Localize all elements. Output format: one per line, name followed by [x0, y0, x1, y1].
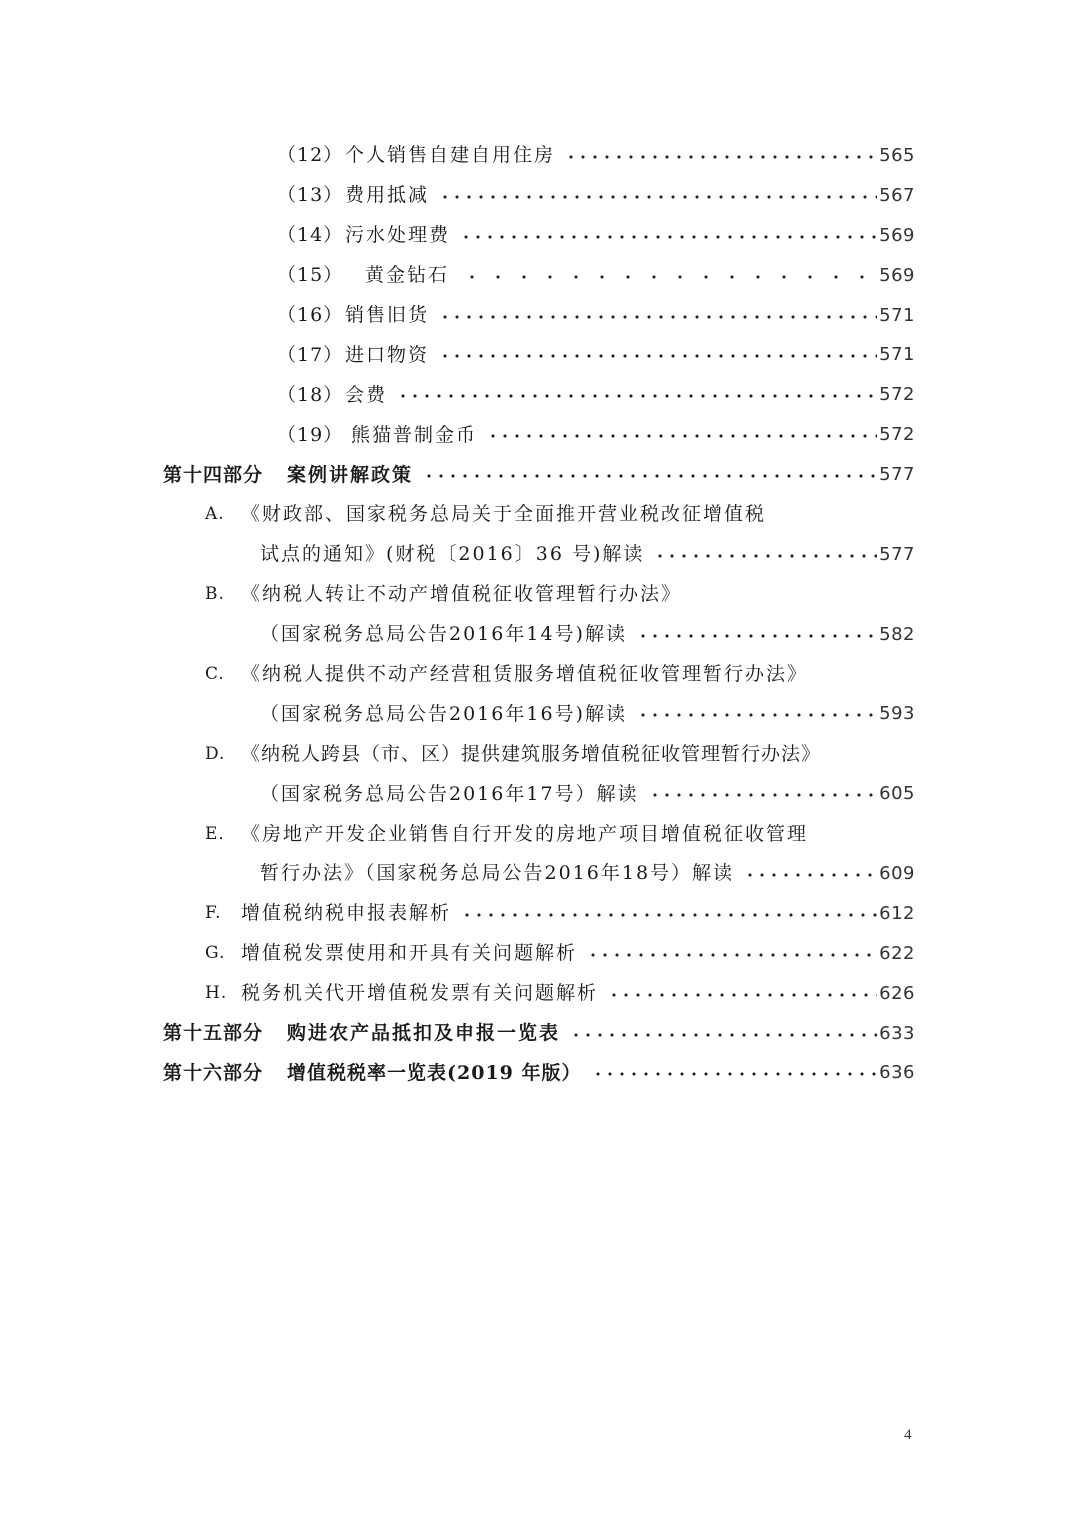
dot-leader: [649, 793, 878, 797]
entry-page: 571: [879, 304, 915, 326]
entry-page: 593: [879, 703, 915, 725]
part-label: 第十四部分: [163, 463, 264, 486]
entry-title: 熊猫普制金币: [351, 423, 478, 446]
entry-title-continued: （国家税务总局公告2016年17号）解读: [260, 782, 639, 805]
entry-title: 税务机关代开增值税发票有关问题解析: [241, 982, 599, 1005]
entry-title: 销售旧货: [345, 304, 430, 326]
entry-letter: B.: [205, 584, 225, 605]
dot-leader: [423, 474, 877, 478]
entry-page: 571: [879, 344, 915, 366]
toc-subentry-b-line2[interactable]: [0, 615, 1080, 655]
toc-subentry-e-line1[interactable]: [0, 814, 1080, 854]
entry-title: 《房地产开发企业销售自行开发的房地产项目增值税征收管理: [241, 822, 809, 845]
dot-leader: [587, 953, 877, 957]
entry-page: 572: [879, 424, 915, 446]
dot-leader: [397, 394, 877, 398]
toc-entry[interactable]: [0, 216, 1080, 256]
entry-number: （15）: [277, 264, 344, 287]
entry-title: 《纳税人提供不动产经营租赁服务增值税征收管理暂行办法》: [241, 663, 809, 686]
toc-subentry-d-line1[interactable]: [0, 734, 1080, 774]
dot-leader: [592, 1072, 878, 1076]
toc-subentry-h[interactable]: [0, 974, 1080, 1014]
entry-letter: D.: [205, 743, 226, 764]
entry-letter: H.: [205, 983, 228, 1004]
entry-page: 612: [879, 902, 915, 924]
entry-page: 567: [879, 184, 915, 206]
toc-subentry-a-line2[interactable]: [0, 535, 1080, 575]
entry-title: 《财政部、国家税务总局关于全面推开营业税改征增值税: [241, 503, 767, 526]
dot-leader: [461, 913, 877, 917]
dot-leader: [637, 634, 877, 638]
entry-title: 黄金钻石: [365, 264, 450, 287]
part-label: 第十五部分: [163, 1022, 264, 1045]
entry-title-continued: （国家税务总局公告2016年16号)解读: [260, 702, 627, 725]
entry-page: 622: [879, 942, 915, 964]
entry-page: 633: [879, 1022, 915, 1044]
entry-title: 增值税发票使用和开具有关问题解析: [241, 942, 578, 965]
entry-page: 569: [879, 224, 915, 246]
toc-entry[interactable]: [0, 256, 1080, 296]
dot-leader: [570, 1033, 877, 1037]
toc-subentry-d-line2[interactable]: [0, 774, 1080, 814]
entry-title-continued: 暂行办法》（国家税务总局公告2016年18号）解读: [260, 862, 735, 885]
entry-letter: F.: [205, 903, 222, 924]
entry-letter: E．: [205, 823, 237, 844]
toc-subentry-e-line2[interactable]: [0, 854, 1080, 894]
entry-letter: A.: [205, 504, 225, 525]
entry-title: 个人销售自建自用住房: [345, 144, 556, 167]
dot-leader: [439, 315, 877, 319]
toc-part-14[interactable]: [0, 455, 1080, 495]
part-title: 增值税税率一览表(2019 年版）: [287, 1061, 582, 1084]
entry-letter: G.: [205, 943, 226, 964]
table-of-contents: [0, 136, 1080, 1093]
entry-page: 577: [879, 543, 915, 565]
dot-leader: [439, 354, 877, 358]
entry-page: 572: [879, 384, 915, 406]
entry-page: 582: [879, 623, 915, 645]
toc-part-15[interactable]: [0, 1014, 1080, 1054]
dot-leader: [487, 434, 877, 438]
entry-title-continued: （国家税务总局公告2016年14号)解读: [260, 623, 627, 646]
dot-leader: [654, 554, 877, 558]
dot-leader: [439, 195, 877, 199]
entry-title: 《纳税人转让不动产增值税征收管理暂行办法》: [241, 583, 683, 606]
toc-entry[interactable]: [0, 176, 1080, 216]
entry-page: 577: [879, 464, 915, 486]
entry-page: 569: [879, 264, 915, 286]
toc-entry[interactable]: [0, 375, 1080, 415]
entry-number: （19）: [277, 423, 344, 446]
entry-number: （18）: [277, 383, 344, 406]
toc-subentry-b-line1[interactable]: [0, 575, 1080, 615]
dot-leader: [460, 235, 877, 239]
entry-title: 费用抵减: [345, 184, 430, 207]
part-title: 购进农产品抵扣及申报一览表: [287, 1022, 561, 1045]
toc-entry[interactable]: [0, 335, 1080, 375]
dot-leader: [744, 873, 877, 877]
entry-number: （13）: [277, 184, 344, 207]
entry-letter: C.: [205, 664, 225, 685]
entry-number: （14）: [277, 224, 344, 247]
entry-title: 《纳税人跨县（市、区）提供建筑服务增值税征收管理暂行办法》: [241, 742, 822, 765]
dot-leader: [565, 155, 877, 159]
entry-title: 污水处理费: [345, 224, 451, 247]
entry-number: （17）: [277, 343, 344, 366]
entry-page: 565: [879, 144, 915, 166]
toc-subentry-f[interactable]: [0, 894, 1080, 934]
entry-number: （12）: [277, 144, 344, 167]
entry-page: 609: [879, 862, 915, 884]
entry-title-continued: 试点的通知》(财税〔2016〕36 号)解读: [260, 543, 645, 566]
entry-page: 605: [879, 783, 915, 805]
toc-entry[interactable]: [0, 415, 1080, 455]
toc-entry[interactable]: [0, 296, 1080, 336]
dot-leader: [459, 275, 877, 279]
entry-title: 进口物资: [345, 343, 430, 366]
toc-subentry-a-line1[interactable]: [0, 495, 1080, 535]
entry-page: 636: [879, 1062, 915, 1084]
entry-number: （16）: [277, 304, 344, 326]
toc-subentry-c-line2[interactable]: [0, 694, 1080, 734]
dot-leader: [608, 993, 877, 997]
entry-title: 增值税纳税申报表解析: [241, 902, 452, 925]
toc-subentry-c-line1[interactable]: [0, 655, 1080, 695]
entry-page: 626: [879, 982, 915, 1004]
toc-subentry-g[interactable]: [0, 934, 1080, 974]
entry-title: 会费: [345, 383, 388, 406]
dot-leader: [637, 713, 877, 717]
page-number: 4: [904, 1427, 912, 1443]
toc-part-16[interactable]: [0, 1053, 1080, 1093]
toc-entry[interactable]: [0, 136, 1080, 176]
part-title: 案例讲解政策: [287, 463, 414, 486]
part-label: 第十六部分: [163, 1061, 264, 1084]
